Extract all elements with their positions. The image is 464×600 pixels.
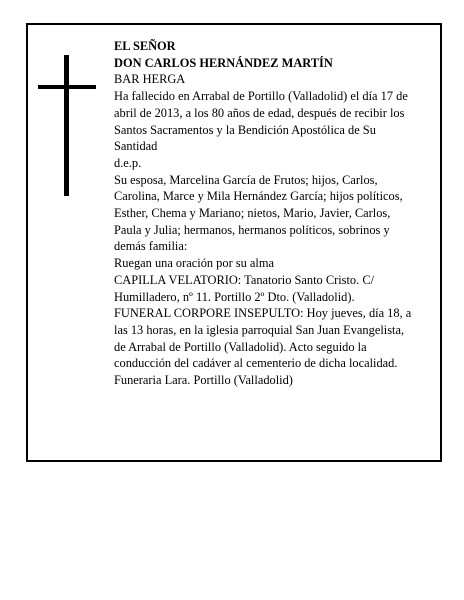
chapel-info: CAPILLA VELATORIO: Tanatorio Santo Cristo. C/ Humilladero, nº 11. Portillo 2º Dto. (Valladolid).: [114, 272, 375, 304]
rip-abbreviation: d.e.p.: [114, 155, 142, 170]
death-announcement: Ha fallecido en Arrabal de Portillo (Valladolid) el día 17 de abril de 2013, a los 80 años de edad, después de recibir los Santos Sacramentos y la Bendición Apostólica de Su Santidad: [114, 89, 408, 154]
obituary-text: [114, 38, 414, 389]
heading-title: EL SEÑOR: [114, 39, 176, 53]
prayer-request: Ruegan una oración por su alma: [114, 256, 274, 271]
deceased-name: DON CARLOS HERNÁNDEZ MARTÍN: [114, 55, 333, 70]
family-mourners: Su esposa, Marcelina García de Frutos; hijos, Carlos, Carolina, Marce y Mila Hernández García; hijos políticos, Esther, Chema y Mariano; nietos, Mario, Javier, Carlos, Paula y Julia; hermanos, hermanos políticos, sobrinos y demás familia:: [114, 172, 403, 254]
cross-vertical-bar: [64, 55, 69, 196]
funeral-home: Funeraria Lara. Portillo (Valladolid): [114, 373, 293, 388]
funeral-info: FUNERAL CORPORE INSEPULTO: Hoy jueves, día 18, a las 13 horas, en la iglesia parroquial San Juan Evangelista, de Arrabal de Portillo (Valladolid). Acto seguido la conducción del cadáver al cementerio de dicha localidad.: [114, 306, 412, 371]
business-name: BAR HERGA: [114, 72, 186, 87]
cross-horizontal-bar: [38, 85, 96, 89]
